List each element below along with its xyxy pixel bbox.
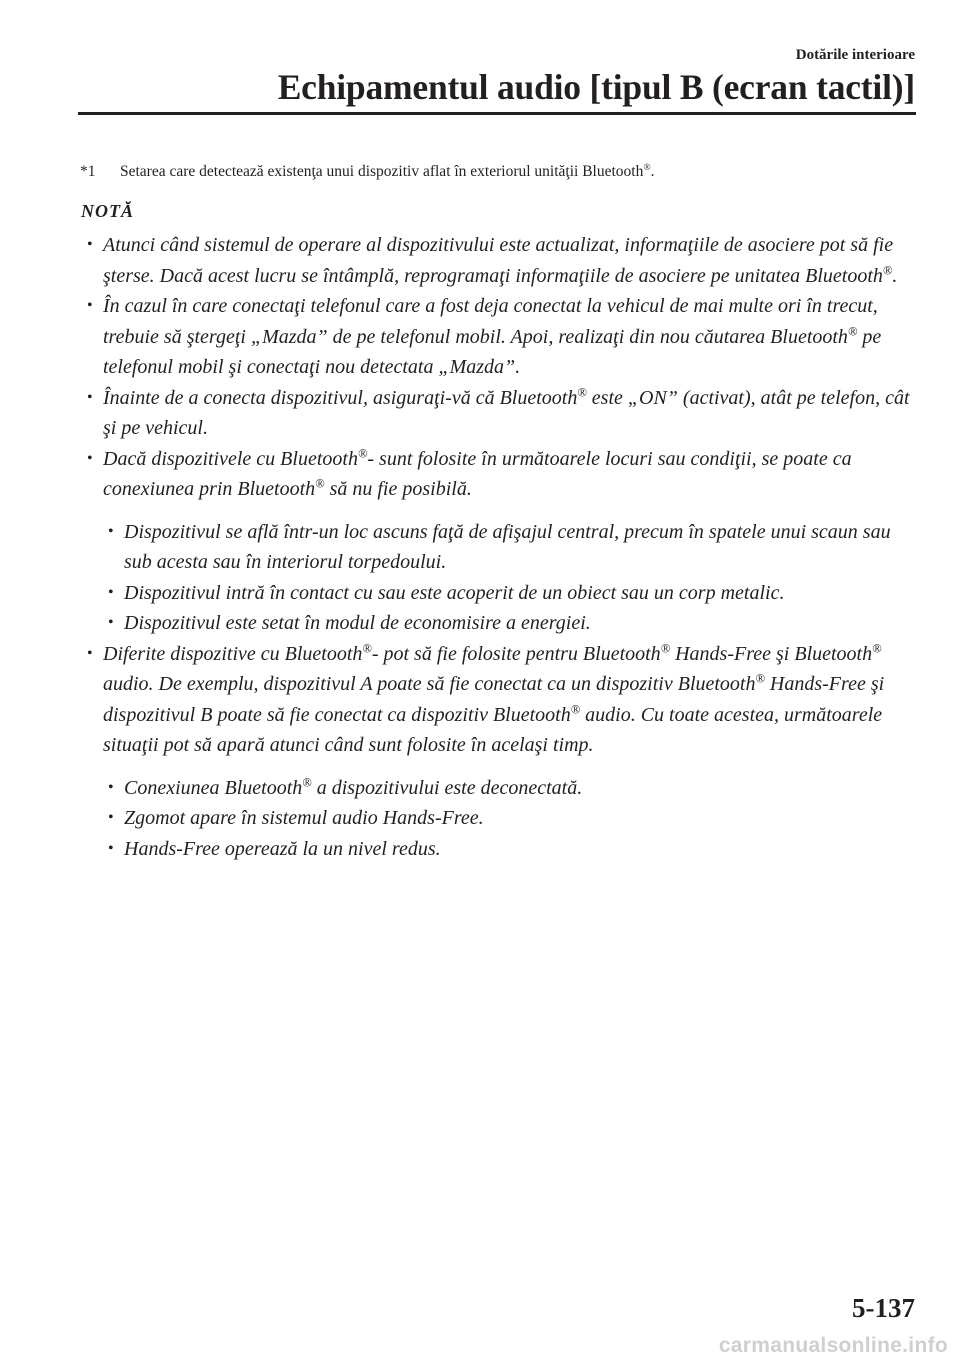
footnote-marker: *1 [80,163,96,180]
spacer [0,505,960,517]
footnote-end: . [650,163,655,180]
sub-item: • Conexiunea Bluetooth® a dispozitivului este deconectată. [0,773,914,804]
registered-mark: ® [570,701,581,716]
bullet-icon: • [87,449,93,467]
registered-mark: ® [872,640,882,655]
bullet-icon: • [108,778,114,796]
bullet-icon: • [108,522,114,540]
section-label: Dotările interioare [795,47,915,63]
bullet-icon: • [108,809,114,826]
registered-mark: ® [302,774,312,789]
header-rule [78,112,916,115]
registered-mark: ® [882,262,893,277]
sub-item: • Dispozitivul se află într-un loc ascuns faţă de afişajul central, precum în spatele unui scaun sau sub acesta sau în interiorul torpedoului. [0,517,914,578]
sub-item: • Hands-Free operează la un nivel redus. [0,834,914,865]
sub-item: • Dispozitivul intră în contact cu sau este acoperit de un obiect sau un corp metalic. [0,578,914,609]
registered-mark: ® [755,671,765,686]
bullet-icon: • [87,297,93,314]
chapter-title: Echipamentul audio [tipul B (ecran tactil)] [277,67,915,107]
note-item: • În cazul în care conectaţi telefonul care a fost deja conectat la vehicul de mai multe ori în trecut, trebuie să ştergeţi „Mazda” de pe telefonul mobil. Apoi, realizaţi din nou căutarea Bluetooth® pe telefonul mobil şi conectaţi nou detectata „Mazda”. [0,291,913,383]
registered-mark: ® [357,445,368,460]
page-number: 5-137 [852,1293,915,1323]
bullet-icon: • [108,614,114,631]
registered-mark: ® [847,323,858,338]
registered-mark: ® [660,640,671,655]
spacer [0,761,960,773]
bullet-icon: • [87,644,93,662]
registered-mark: ® [315,476,325,491]
sub-item: • Zgomot apare în sistemul audio Hands-Free. [0,803,914,834]
bullet-icon: • [87,236,93,253]
watermark: carmanualsonline.info [718,1334,948,1357]
note-item: • Diferite dispozitive cu Bluetooth®- pot să fie folosite pentru Bluetooth® Hands-Free şi Bluetooth® audio. De exemplu, dispozitivul A poate să fie conectat ca un dispozitiv Bluetooth® Hands-Free şi dispozitivul B poate să fie conectat ca dispozitiv Bluetooth® audio. Cu toate acestea, următoarele situaţii pot să apară atunci când sunt folosite în acelaşi timp. [0,639,913,761]
registered-mark: ® [577,384,587,399]
bullet-icon: • [108,839,114,857]
note-item: • Înainte de a conecta dispozitivul, asiguraţi-vă că Bluetooth® este „ON” (activat), atât pe telefon, cât şi pe vehicul. [0,383,913,444]
sub-item: • Dispozitivul este setat în modul de economisire a energiei. [0,608,914,639]
footnote-text: Setarea care detectează existenţa unui dispozitiv aflat în exteriorul unităţii Bluetooth [120,163,644,180]
note-item: • Atunci când sistemul de operare al dispozitivului este actualizat, informaţiile de asociere pot să fie şterse. Dacă acest lucru se întâmplă, reprogramaţi informaţiile de asociere pe unitatea Bluetooth®. [0,230,913,291]
bullet-icon: • [87,388,93,406]
note-heading: NOTĂ [81,201,134,221]
footnote [80,163,655,181]
registered-mark: ® [362,640,372,655]
registered-mark: ® [643,161,651,173]
note-body [0,230,960,864]
bullet-icon: • [108,583,114,601]
note-item: • Dacă dispozitivele cu Bluetooth®- sunt folosite în următoarele locuri sau condiţii, se poate ca conexiunea prin Bluetooth® să nu fie posibilă. [0,444,913,505]
